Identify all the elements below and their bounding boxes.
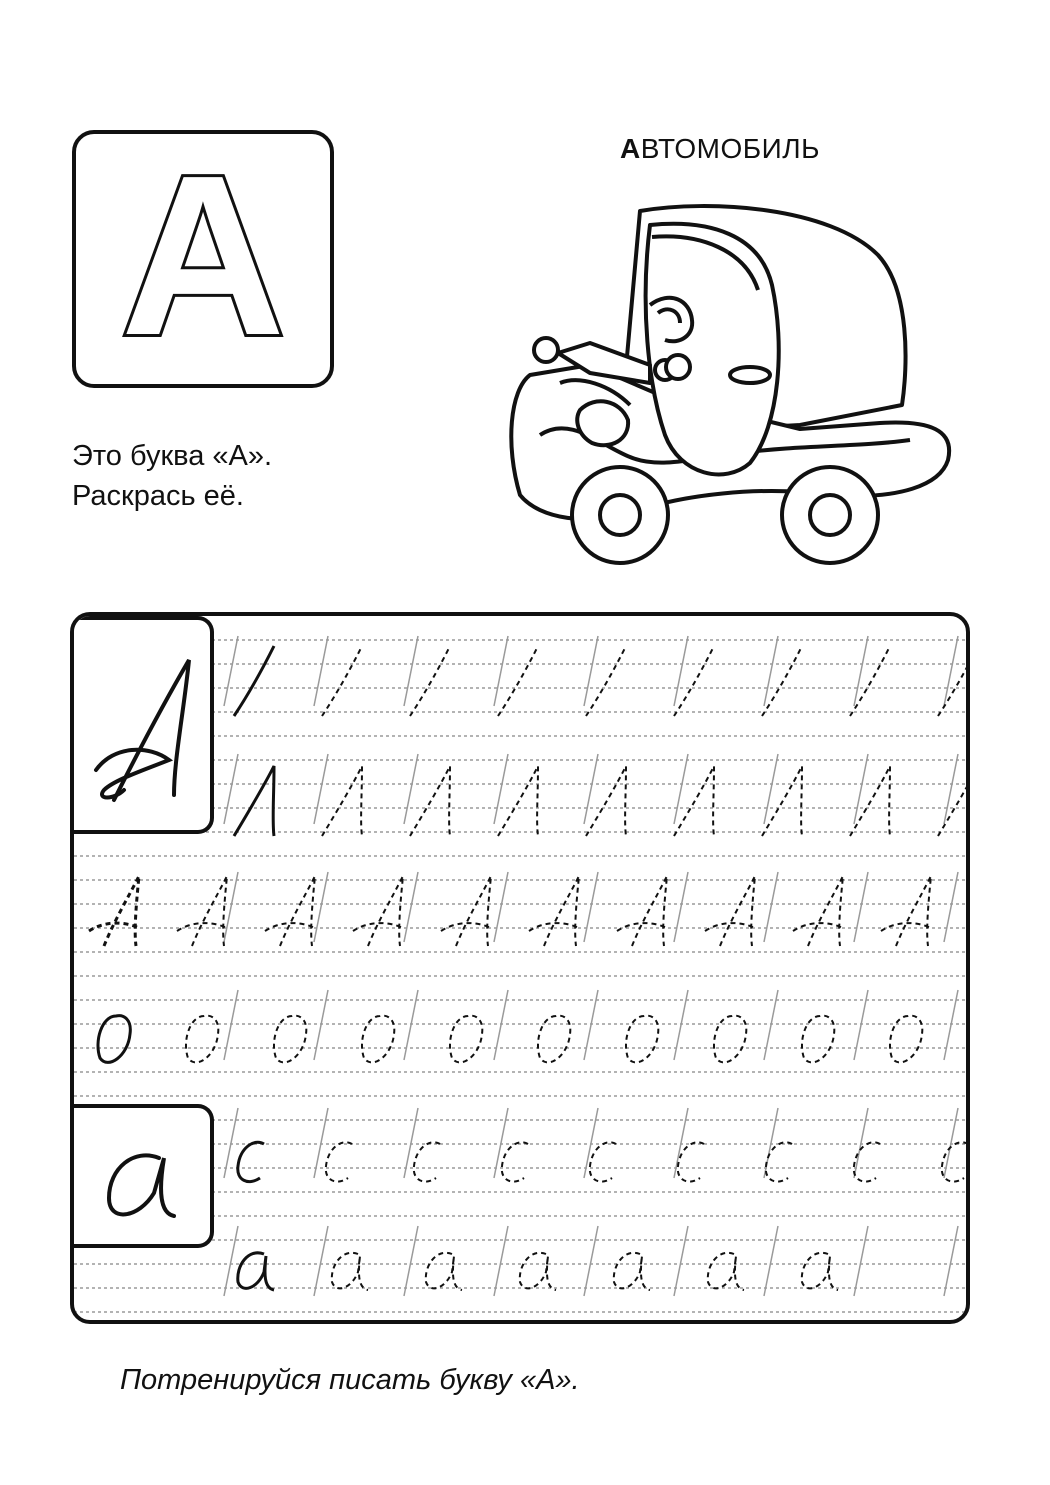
practice-glyph (793, 876, 843, 946)
practice-glyph (234, 646, 274, 716)
slant-guide (314, 636, 328, 706)
practice-sheet (70, 612, 970, 1324)
practice-glyph (502, 1142, 528, 1181)
letter-card (72, 130, 334, 388)
slant-guide (944, 1226, 958, 1296)
slant-guide (584, 636, 598, 706)
practice-glyph (238, 1253, 274, 1290)
practice-glyph (177, 876, 227, 946)
slant-guide (224, 1226, 238, 1296)
slant-guide (674, 636, 688, 706)
slant-guide (944, 872, 958, 942)
practice-glyph (850, 766, 890, 836)
slant-guide (224, 636, 238, 706)
practice-glyph (942, 1142, 968, 1181)
practice-glyph (762, 646, 802, 716)
slant-guide (314, 1226, 328, 1296)
practice-glyph (538, 1016, 570, 1063)
instruction: Потренируйся писать букву «А». (120, 1364, 580, 1396)
slant-guide (494, 872, 508, 942)
slant-guide (584, 872, 598, 942)
practice-glyph (186, 1016, 218, 1063)
practice-glyph (802, 1253, 838, 1290)
practice-glyph (410, 646, 450, 716)
slant-guide (494, 754, 508, 824)
slant-guide (404, 1226, 418, 1296)
word-rest: ВТОМОБИЛЬ (640, 133, 821, 164)
practice-glyph (626, 1016, 658, 1063)
sample-card-uppercase (74, 616, 214, 834)
upper-sample-text: A (144, 820, 145, 821)
practice-glyph (450, 1016, 482, 1063)
slant-guide (584, 1226, 598, 1296)
word-title (620, 133, 820, 165)
practice-glyph (674, 646, 714, 716)
practice-glyph (590, 1142, 616, 1181)
practice-glyph (98, 1016, 130, 1063)
caption-line-1: Это буква «А». (72, 440, 273, 472)
practice-glyph (678, 1142, 704, 1181)
practice-glyph (586, 646, 626, 716)
practice-glyph (274, 1016, 306, 1063)
slant-guide (494, 1226, 508, 1296)
slant-guide (854, 636, 868, 706)
practice-glyph (614, 1253, 650, 1290)
slant-guide (764, 872, 778, 942)
script-a-upper-figure (74, 620, 214, 838)
slant-guide (764, 1226, 778, 1296)
practice-glyph (674, 766, 714, 836)
practice-glyph (890, 1016, 922, 1063)
word-first-letter: А (620, 133, 641, 164)
slant-guide (314, 872, 328, 942)
slant-guide (584, 754, 598, 824)
slant-guide (224, 754, 238, 824)
practice-glyph (441, 876, 491, 946)
practice-glyph (714, 1016, 746, 1063)
practice-glyph (362, 1016, 394, 1063)
practice-glyph (426, 1253, 462, 1290)
practice-glyph (802, 1016, 834, 1063)
practice-glyph (234, 766, 274, 836)
big-letter-a: А (120, 129, 286, 383)
slant-guide (764, 636, 778, 706)
practice-glyph (586, 766, 626, 836)
slant-guide (944, 636, 958, 706)
slant-guide (854, 754, 868, 824)
practice-glyph (414, 1142, 440, 1181)
slant-guide (854, 872, 868, 942)
practice-glyph (850, 646, 890, 716)
car-illustration (500, 195, 960, 575)
slant-guide (404, 872, 418, 942)
slant-guide (944, 754, 958, 824)
practice-glyph (332, 1253, 368, 1290)
slant-guide (674, 754, 688, 824)
slant-guide (404, 636, 418, 706)
practice-glyph (322, 766, 362, 836)
practice-glyph (238, 1142, 264, 1181)
caption-line-2: Раскрась её. (72, 480, 244, 512)
practice-glyph (617, 876, 667, 946)
practice-glyph (322, 646, 362, 716)
practice-glyph (705, 876, 755, 946)
practice-glyph (89, 876, 139, 946)
practice-glyph (265, 876, 315, 946)
lower-sample-text: a (144, 1238, 145, 1239)
practice-glyph (881, 876, 931, 946)
practice-glyph (353, 876, 403, 946)
script-a-lower-figure (74, 1108, 214, 1252)
practice-glyph (410, 766, 450, 836)
sample-card-lowercase (74, 1104, 214, 1248)
caption (72, 436, 272, 516)
slant-guide (314, 754, 328, 824)
slant-guide (674, 872, 688, 942)
slant-guide (764, 754, 778, 824)
slant-guide (404, 754, 418, 824)
slant-guide (674, 1226, 688, 1296)
practice-glyph (529, 876, 579, 946)
practice-glyph (708, 1253, 744, 1290)
practice-glyph (520, 1253, 556, 1290)
slant-guide (854, 1226, 868, 1296)
practice-glyph (326, 1142, 352, 1181)
slant-guide (494, 636, 508, 706)
